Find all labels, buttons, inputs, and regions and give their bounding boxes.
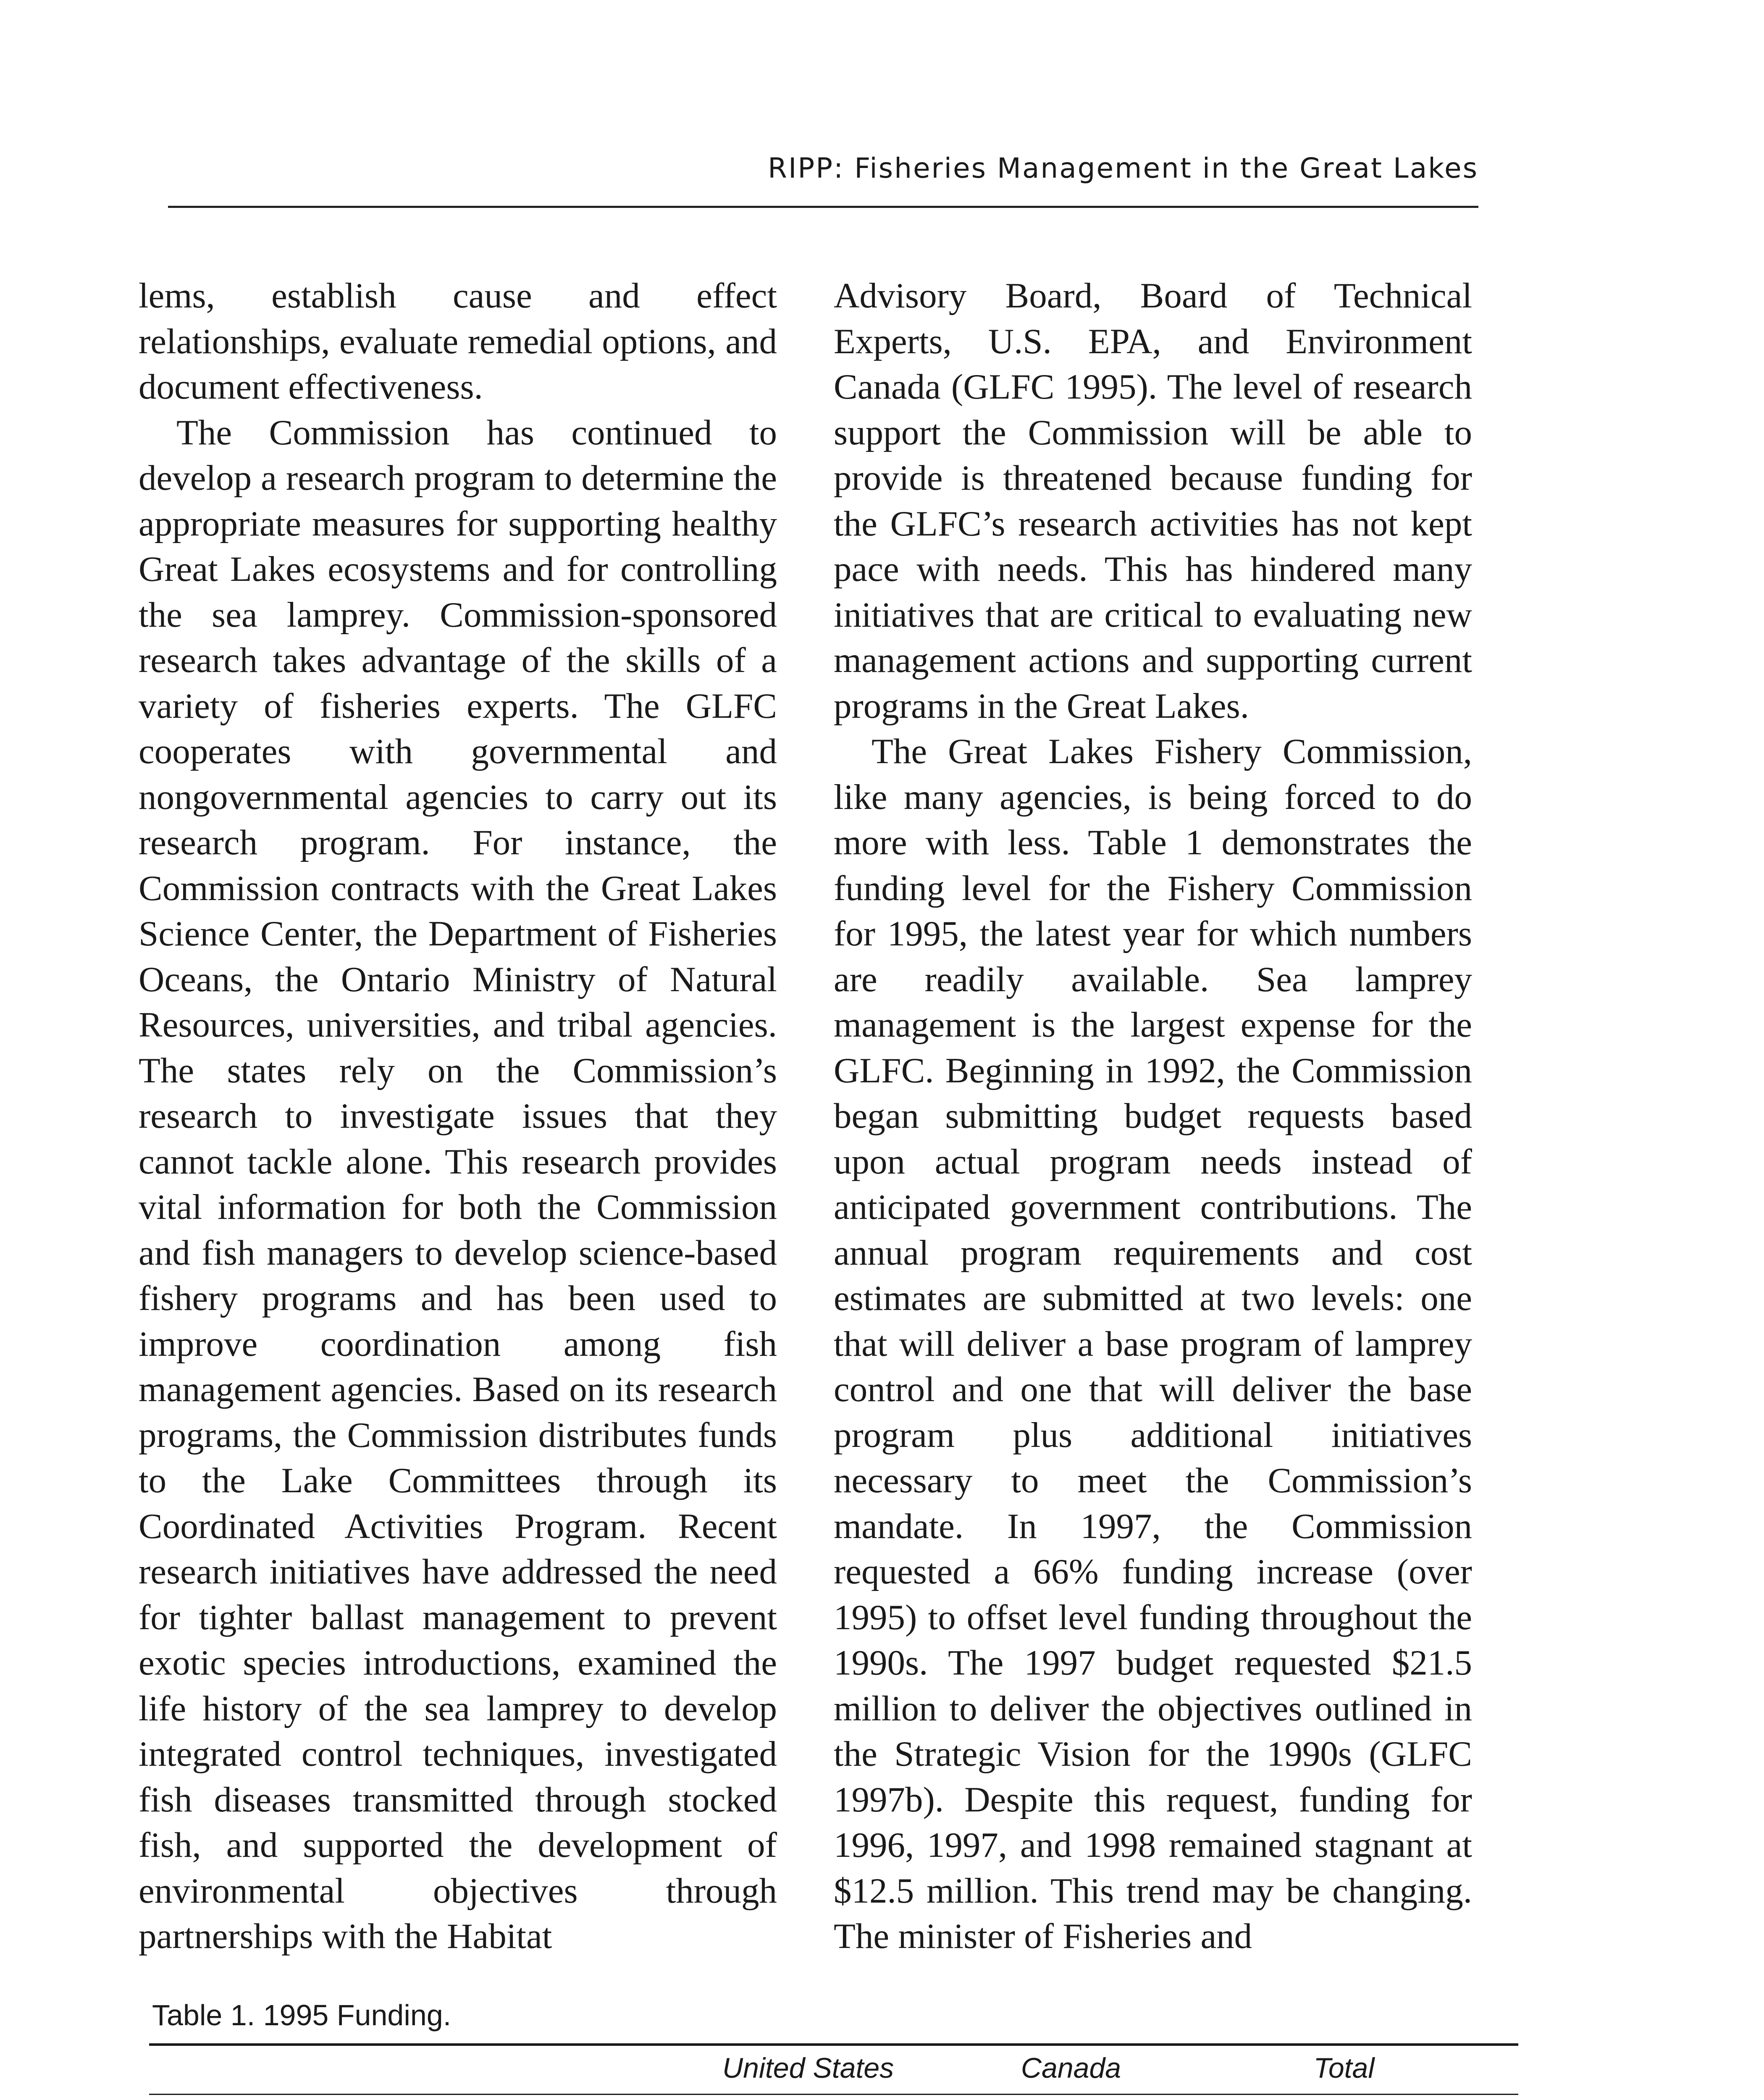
column-header-united-states: United States (722, 2052, 894, 2084)
column-header-total: Total (1313, 2052, 1375, 2084)
header-rule (168, 206, 1478, 208)
paragraph: The Great Lakes Fishery Commission, like many agencies, is being forced to do more with less. Table 1 demonstrates the funding level for the Fishery Commission for 1995, the latest year for which numbers are readily available. Sea lamprey management is the largest expense for the GLFC. Beginning in 1992, the Commission began submitting budget requests based upon actual program needs instead of anticipated government contributions. The annual program requirements and cost estimates are submitted at two levels: one that will deliver a base program of lamprey control and one that will deliver the base program plus additional initiatives necessary to meet the Commission’s mandate. In 1997, the Commission requested a 66% funding increase (over 1995) to offset level funding throughout the 1990s. The 1997 budget requested $21.5 million to deliver the objectives outlined in the Strategic Vision for the 1990s (GLFC 1997b). Despite this request, funding for 1996, 1997, and 1998 remained stagnant at $12.5 million. This trend may be changing. The minister of Fisheries and (834, 732, 1472, 1956)
left-text-column (139, 273, 777, 1959)
right-text-column (834, 273, 1472, 1959)
paragraph: lems, establish cause and effect relationships, evaluate remedial options, and document effectiveness. (139, 276, 777, 407)
column-header-canada: Canada (1021, 2052, 1121, 2084)
paragraph: Advisory Board, Board of Technical Experts, U.S. EPA, and Environment Canada (GLFC 1995). The level of research support the Commission will be able to provide is threatened because funding for the GLFC’s research activities has not kept pace with needs. This has hindered many initiatives that are critical to evaluating new management actions and supporting current programs in the Great Lakes. (834, 276, 1472, 726)
table-top-rule (149, 2043, 1518, 2046)
table-header-rule (149, 2094, 1518, 2095)
table-title: Table 1. 1995 Funding. (152, 1999, 452, 2032)
paragraph: The Commission has continued to develop a research program to determine the appropriate measures for supporting healthy Great Lakes ecosystems and for controlling the sea lamprey. Commission-sponsored research takes advantage of the skills of a variety of fisheries experts. The GLFC cooperates with governmental and nongovernmental agencies to carry out its research program. For instance, the Commission contracts with the Great Lakes Science Center, the Department of Fisheries Oceans, the Ontario Ministry of Natural Resources, universities, and tribal agencies. The states rely on the Commission’s research to investigate issues that they cannot tackle alone. This research provides vital information for both the Commission and fish managers to develop science-based fishery programs and has been used to improve coordination among fish management agencies. Based on its research programs, the Commission distributes funds to the Lake Committees through its Coordinated Activities Program. Recent research initiatives have addressed the need for tighter ballast management to prevent exotic species introductions, examined the life history of the sea lamprey to develop integrated control techniques, investigated fish diseases transmitted through stocked fish, and supported the development of environmental objectives through partnerships with the Habitat (139, 412, 777, 1956)
running-head: RIPP: Fisheries Management in the Great Lakes (768, 152, 1478, 184)
